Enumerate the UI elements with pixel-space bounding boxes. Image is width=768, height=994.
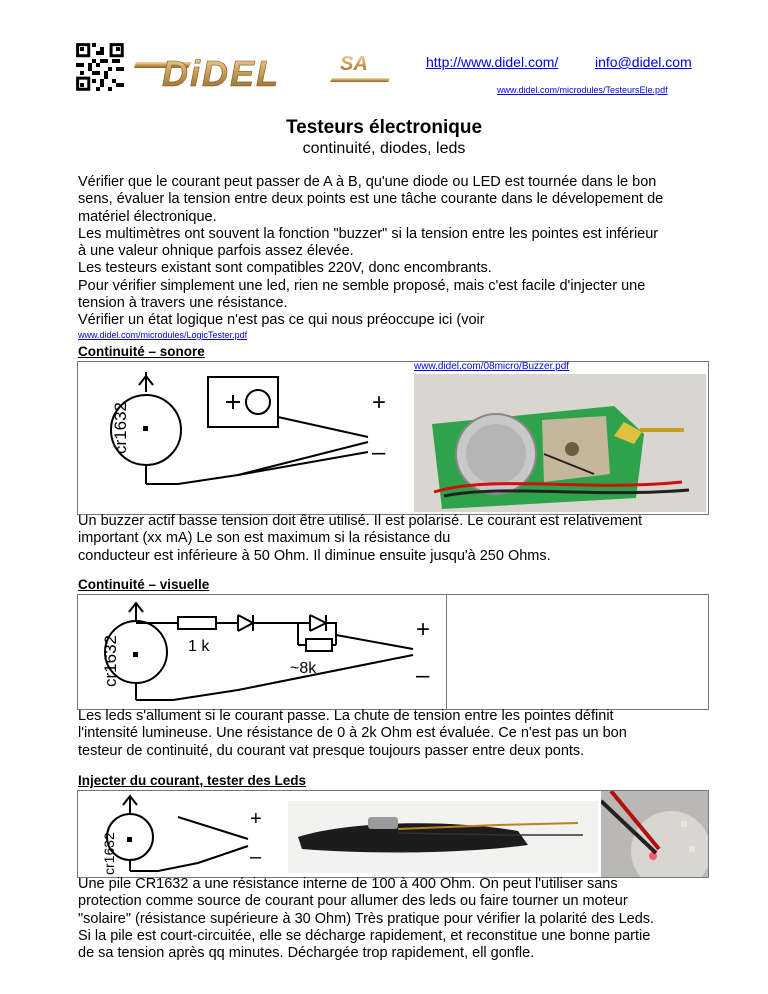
svg-text:+: + [416,616,431,643]
figure-divider [446,595,447,709]
figure-leds [77,790,709,878]
text-line: important (xx mA) Le son est maximum si la résistance du [78,530,451,547]
intro-line: à une valeur ohnique parfois assez élevée. [78,243,354,260]
sonore-text [78,513,738,565]
text-line: protection comme source de courant pour allumer des leds ou faire tourner un moteur [78,893,628,910]
buzzer-link[interactable]: www.didel.com/08micro/Buzzer.pdf [414,361,570,372]
svg-text:cr1632: cr1632 [111,402,130,454]
intro-line: Vérifier que le courant peut passer de A à B, qu'une diode ou LED est tournée dans le bon [78,174,657,190]
figure-visuelle [77,594,709,710]
text-line: Si la pile est court-circuitée, elle se décharge rapidement, et reconstitue une bonne partie [78,927,651,944]
qr-code [76,43,124,91]
text-line: Une pile CR1632 a une résistance interne de 100 à 400 Ohm. On peut l'utiliser sans [78,876,618,892]
text-line: conducteur est inférieure à 50 Ohm. Il diminue ensuite jusqu'à 250 Ohms. [78,547,551,564]
intro-line: sens, évaluer la tension entre deux points est une tâche courante dans le dévelopement de [78,191,664,208]
svg-text:+: + [372,389,387,416]
tester-photo [288,801,598,873]
intro-line: Vérifier un état logique n'est pas ce qui nous préoccupe ici (voir [78,312,485,329]
figure-sonore [77,361,709,515]
logic-tester-link[interactable]: www.didel.com/microdules/LogicTester.pdf [78,330,248,340]
section-heading-sonore: Continuité – sonore [78,344,205,359]
site-link[interactable]: http://www.didel.com/ [426,54,559,70]
brand-logo [132,48,392,92]
svg-text:–: – [372,439,386,466]
visuelle-text [78,708,738,760]
intro-text [78,174,738,330]
intro-line: matériel électronique. [78,208,217,225]
page-title: Testeurs électronique [285,117,483,138]
schematic-leds [78,791,288,877]
email-link[interactable]: info@didel.com [595,54,692,70]
svg-text:~8k: ~8k [290,660,317,677]
svg-text:SA: SA [340,53,368,75]
intro-line: Les multimètres ont souvent la fonction "buzzer" si la tension entre les pointes est inférieur [78,225,659,242]
leds-text [78,876,748,962]
led-test-photo [601,791,708,877]
svg-text:cr1632: cr1632 [101,635,120,687]
schematic-visuelle [78,595,446,709]
buzzer-photo [414,374,706,512]
text-line: Les leds s'allument si le courant passe. La chute de tension entre les pointes définit [78,708,614,724]
svg-text:+: + [250,808,262,830]
schematic-sonore [78,362,408,514]
section-heading-leds: Injecter du courant, tester des Leds [78,773,307,788]
intro-line: Pour vérifier simplement une led, rien ne semble proposé, mais c'est facile d'injecter une [78,277,646,294]
page-subtitle: continuité, diodes, leds [302,140,466,157]
intro-line: Les testeurs existant sont compatibles 220V, donc encombrants. [78,260,492,277]
text-line: "solaire" (résistance supérieure à 30 Ohm) Très pratique pour vérifier la polarité des Leds. [78,910,655,927]
doc-link[interactable]: www.didel.com/microdules/TesteursEle.pdf [497,85,668,95]
section-heading-visuelle: Continuité – visuelle [78,577,210,592]
svg-text:cr1632: cr1632 [101,832,117,875]
intro-line: tension à travers une résistance. [78,295,288,312]
svg-text:–: – [250,846,262,868]
svg-text:1 k: 1 k [188,638,210,655]
text-line: de sa tension après qq minutes. Déchargée trop rapidement, ell gonfle. [78,945,535,962]
svg-text:–: – [416,662,430,689]
text-line: testeur de continuité, du courant vat presque toujours passer entre deux ponts. [78,742,585,759]
text-line: Un buzzer actif basse tension doit être utilisé. Il est polarisé. Le courant est relativement [78,513,643,529]
text-line: l'intensité lumineuse. Une résistance de 0 à 2k Ohm est évaluée. Ce n'est pas un bon [78,725,627,742]
svg-text:DiDEL: DiDEL [162,53,280,92]
